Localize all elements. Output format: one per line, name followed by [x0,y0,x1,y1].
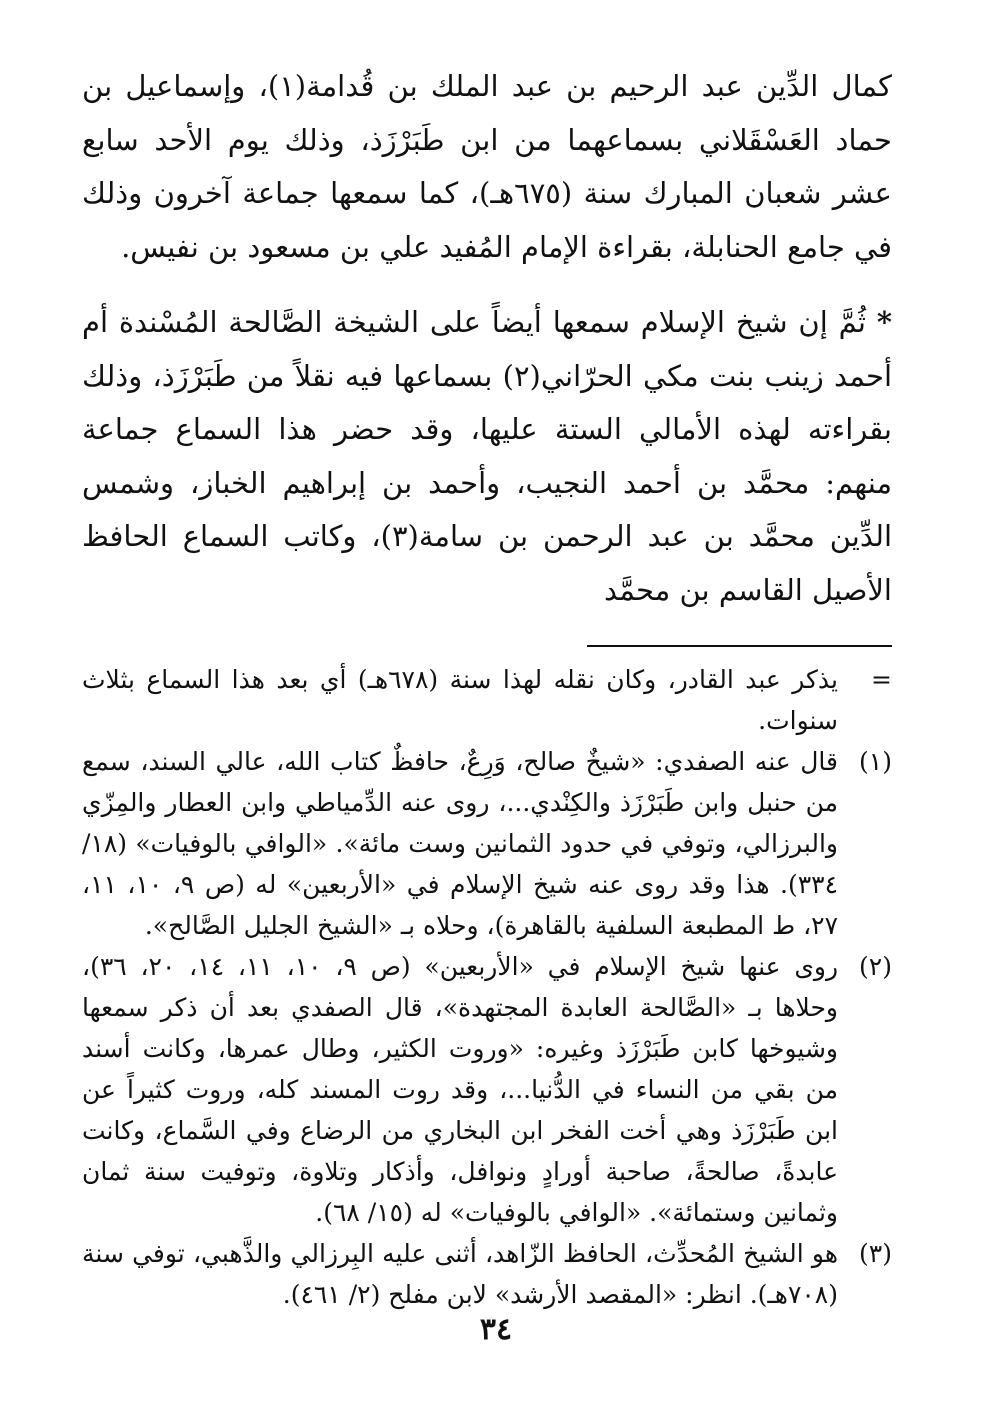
footnote-3 [82,1233,892,1315]
footnote-number: = [871,665,892,694]
main-paragraph-2-text: ثُمَّ إن شيخ الإسلام سمعها أيضاً على الشيخة الصَّالحة المُسْندة أم أحمد زينب بنت مكي الحرّاني(٢) بسماعها فيه نقلاً من طَبَرْزَذ، وذلك بقراءته لهذه الأمالي الستة عليها، وقد حضر هذا السماع جماعة منهم: محمَّد بن أحمد النجيب، وأحمد بن إبراهيم الخباز، وشمس الدِّين محمَّد بن عبد الرحمن بن سامة(٣)، وكاتب السماع الحافظ الأصيل القاسم بن محمَّد [82,305,892,607]
footnote-continued [82,659,892,741]
footnote-2 [82,946,892,1233]
footnote-text: هو الشيخ المُحدِّث، الحافظ الزّاهد، أثنى عليه البِرزالي والذَّهبي، توفي سنة (٧٠٨هـ). انظر: «المقصد الأرشد» لابن مفلح (٢/ ٤٦١). [82,1239,838,1309]
footnote-1 [82,741,892,946]
footnote-separator-wrap [82,617,892,659]
footnotes [82,659,892,1315]
footnote-separator [587,645,892,647]
footnote-text: قال عنه الصفدي: «شيخٌ صالح، وَرِعٌ، حافظٌ كتاب الله، عالي السند، سمع من حنبل وابن طَبَرْزَذ والكِنْدي...، روى عنه الدِّمياطي وابن العطار والمِزّي والبرزالي، وتوفي في حدود الثمانين وست مائة». «الوافي بالوفيات» (١٨/ ٣٣٤). هذا وقد روى عنه شيخ الإسلام في «الأربعين» له (ص ٩، ١٠، ١١، ٢٧، ط المطبعة السلفية بالقاهرة)، وحلاه بـ «الشيخ الجليل الصَّالح». [82,747,839,940]
footnote-text: روى عنها شيخ الإسلام في «الأربعين» (ص ٩، ١٠، ١١، ١٤، ٢٠، ٣٦)، وحلاها بـ «الصَّالحة العابدة المجتهدة»، قال الصفدي بعد أن ذكر سمعها وشيوخها كابن طَبَرْزَذ وغيره: «وروت الكثير، وطال عمرها، وكانت أسند من بقي من النساء في الدُّنيا...، وقد روت المسند كله، وروت كثيراً عن ابن طَبَرْزَذ وهي أخت الفخر ابن البخاري من الرضاع وفي السَّماع، وكانت عابدةً، صالحةً، صاحبة أورادٍ ونوافل، وأذكار وتلاوة، وتوفيت سنة ثمان وثمانين وستمائة». «الوافي بالوفيات» له (١٥/ ٦٨). [82,952,839,1227]
main-paragraph-1: كمال الدِّين عبد الرحيم بن عبد الملك بن قُدامة(١)، وإسماعيل بن حماد العَسْقَلاني بسماعهما من ابن طَبَرْزَذ، وذلك يوم الأحد سابع عشر شعبان المبارك سنة (٦٧٥هـ)، كما سمعها جماعة آخرون وذلك في جامع الحنابلة، بقراءة الإمام المُفيد علي بن مسعود بن نفيس. [82,69,892,264]
footnote-number: (٣) [859,1239,892,1268]
page-number: ٣٤ [479,1312,513,1347]
footnote-text: يذكر عبد القادر، وكان نقله لهذا سنة (٦٧٨هـ) أي بعد هذا السماع بثلاث سنوات. [82,665,838,735]
main-paragraph-2 [82,296,892,617]
footnote-number: (٢) [859,952,892,981]
footnote-number: (١) [859,747,892,776]
asterisk-marker: * [876,305,893,339]
